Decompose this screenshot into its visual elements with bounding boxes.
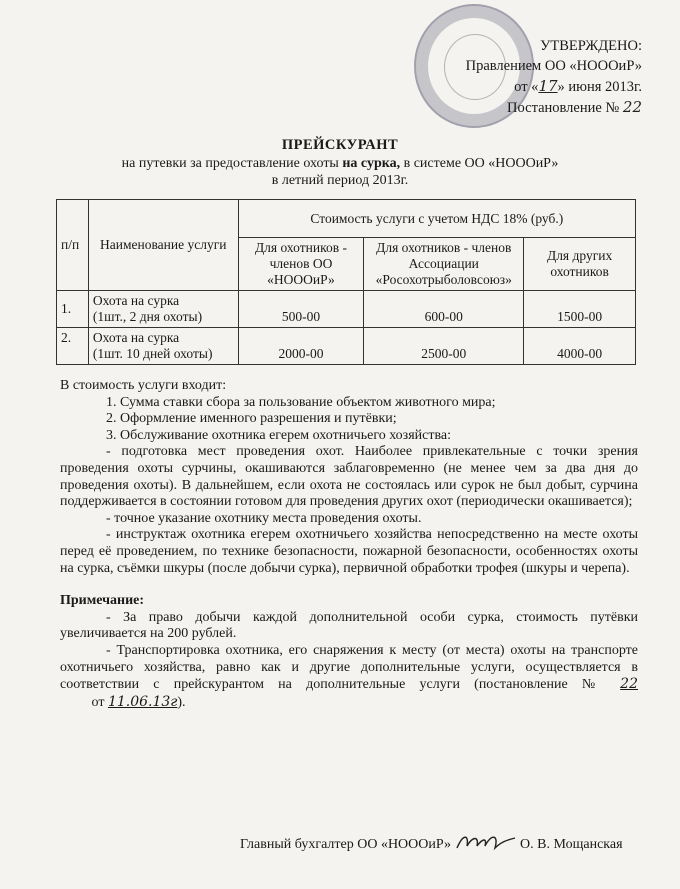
subheader-other: Для других охотников <box>524 238 636 291</box>
list-item: 2. Оформление именного разрешения и путёвки; <box>106 411 397 427</box>
note-transport: - Транспортировка охотника, его снаряжения к месту (от места) охоты на транспорте охотничьего хозяйства, равно как и другие дополнительные услуги, осуществляется в соответствии с прейскурантом на дополнительные услуги (постановление № 22 от 11.06.13г). <box>60 642 638 710</box>
subheader-association: Для охотников - членов Ассоциации «Росохотрыболовсоюз» <box>364 238 524 291</box>
note-extra-animal: - За право добычи каждой дополнительной особи сурка, стоимость путёвки увеличивается на 200 рублей. <box>60 609 638 642</box>
note-title: Примечание: <box>60 593 145 609</box>
approval-block <box>442 36 642 118</box>
paragraph-preparation: - подготовка мест проведения охот. Наиболее привлекательные с точки зрения проведения охоты сурчины, окашиваются заблаговременно (не менее чем за два дня до проведения охоты). В дальнейшем, если охота не состоялась или сурок не был добыт, сурчина поддерживается в состоянии готовом для проведения других охот (периодически окашивается); <box>60 444 638 510</box>
approval-line-2: Правлением ОО «НОООиР» <box>465 58 642 74</box>
approval-day: 17 <box>538 77 558 95</box>
signature-title: Главный бухгалтер ОО «НОООиР» <box>240 837 452 852</box>
signature-line <box>240 832 640 853</box>
services-intro: В стоимость услуги входит: <box>60 378 227 393</box>
signature-name: О. В. Мощанская <box>520 837 623 852</box>
approval-line-3: от «17» июня 2013г. <box>514 77 642 95</box>
document-body <box>60 378 638 711</box>
approval-line-4: Постановление № 22 <box>507 98 642 116</box>
paragraph-instruction: - инструктаж охотника егерем охотничьего хозяйства непосредственно на месте охоты перед её проведением, по технике безопасности, пожарной безопасности, особенностях охоты на сурка, съёмки шкуры (после добычи сурка), первичной обработки трофея (шкуры и черепа). <box>60 527 638 576</box>
header-service-name: Наименование услуги <box>88 200 238 291</box>
subheader-members: Для охотников - членов ОО «НОООиР» <box>238 238 364 291</box>
price-table <box>56 199 636 365</box>
document-subtitle: на путевки за предоставление охоты на сурка, в системе ОО «НОООиР» в летний период 2013г. <box>121 156 559 188</box>
document-title: ПРЕЙСКУРАНТ <box>281 137 399 153</box>
decree-date: 11.06.13г <box>107 693 178 710</box>
list-item: 1. Сумма ставки сбора за пользование объектом животного мира; <box>106 394 496 410</box>
handwritten-signature <box>455 832 517 852</box>
approval-decree-number: 22 <box>622 98 642 116</box>
list-item: 3. Обслуживание охотника егерем охотничьего хозяйства: <box>106 427 452 443</box>
table-row: 1. Охота на сурка (1шт., 2 дня охоты) 500-00 600-00 1500-00 <box>57 291 636 328</box>
decree-number: 22 <box>620 676 638 693</box>
approval-line-1: УТВЕРЖДЕНО: <box>540 38 642 54</box>
paragraph-location: - точное указание охотнику места проведения охоты. <box>106 510 422 526</box>
table-row: 2. Охота на сурка (1шт. 10 дней охоты) 2000-00 2500-00 4000-00 <box>57 328 636 365</box>
header-number: п/п <box>57 200 89 291</box>
header-cost: Стоимость услуги с учетом НДС 18% (руб.) <box>238 200 635 238</box>
